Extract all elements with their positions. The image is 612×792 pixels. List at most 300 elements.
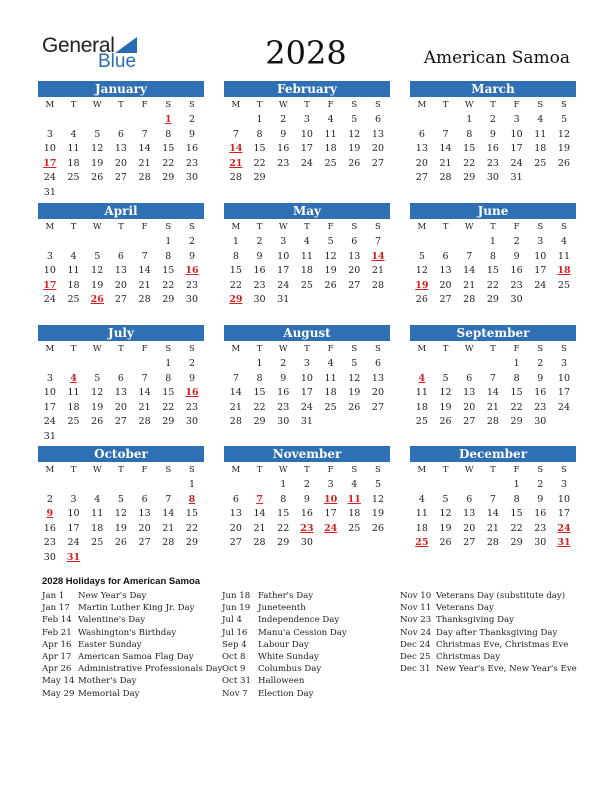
day-cell: 4 [327,114,334,125]
day-cell: 10 [557,372,571,384]
weekday-label: M [45,100,55,110]
day-cell: 25 [67,294,80,306]
day-cell: 25 [557,279,571,291]
day-cell: 2 [46,493,53,505]
weekday-label: W [92,465,102,475]
weekday-label: S [375,222,381,232]
day-cell: 21 [138,401,151,413]
day-cell: 3 [513,114,520,125]
day-cell: 22 [162,401,175,413]
day-cell: 16 [185,143,199,155]
day-cell: 8 [165,128,172,140]
holiday-name: Day after Thanksgiving Day [436,627,558,638]
day-cell: 20 [114,157,127,169]
day-cell: 4 [303,236,310,247]
holiday-name: Memorial Day [78,688,140,699]
weekday-label: F [327,465,334,475]
holiday-row [42,675,222,687]
day-cell: 10 [300,128,313,140]
empty-cell [133,113,157,128]
holiday-day-cell: 19 [415,279,429,291]
month-grid [410,219,576,308]
day-cell: 4 [560,236,567,247]
empty-cell [109,235,133,250]
empty-cell [457,478,481,493]
day-cell: 30 [185,294,199,306]
holiday-day-cell: 26 [90,294,104,306]
weekday-label: T [256,465,263,475]
weekday-label: T [442,465,449,475]
holiday-day-cell: 25 [415,537,429,549]
day-cell: 12 [324,250,337,262]
weekday-label: S [165,100,172,110]
day-cell: 20 [229,522,242,534]
holiday-date: Nov 10 [400,591,432,601]
weekday-label: M [231,465,241,475]
weekday-label: S [189,465,195,475]
month-header: November [224,446,390,462]
holiday-row [222,675,347,687]
day-cell: 8 [513,372,520,384]
day-cell: 11 [324,128,337,140]
day-cell: 27 [415,172,428,184]
day-cell: 7 [141,250,148,262]
day-cell: 1 [256,114,263,125]
empty-cell [224,113,248,128]
day-cell: 21 [138,157,151,169]
holiday-date: Nov 11 [400,603,432,614]
empty-cell [410,235,434,250]
day-cell: 7 [141,128,148,140]
empty-cell [156,478,180,493]
day-cell: 13 [439,265,452,277]
empty-cell [38,113,62,128]
day-cell: 3 [537,236,544,247]
holiday-day-cell: 23 [300,522,314,534]
day-cell: 22 [463,157,476,169]
day-cell: 21 [463,279,476,291]
day-cell: 1 [165,358,172,369]
holiday-name: Administrative Professionals Day [78,664,223,675]
weekday-label: W [278,222,288,232]
day-cell: 24 [300,401,313,413]
weekday-label: S [165,344,172,354]
holiday-date: Apr 17 [42,651,72,662]
day-cell: 5 [94,250,101,262]
day-cell: 30 [185,172,199,184]
weekday-label: T [490,344,496,354]
day-cell: 29 [253,172,266,184]
month-header: April [38,203,204,219]
day-cell: 21 [486,401,499,413]
holiday-name: Labour Day [258,639,309,650]
day-cell: 8 [513,493,520,505]
day-cell: 26 [348,401,361,413]
empty-cell [434,357,458,372]
day-cell: 2 [537,358,544,369]
weekday-label: S [165,465,172,475]
weekday-label: M [417,222,427,232]
day-cell: 20 [114,279,127,291]
month-february [224,81,390,186]
holiday-row [400,663,577,675]
day-cell: 6 [117,250,124,262]
month-june [410,203,576,308]
empty-cell [410,357,434,372]
day-cell: 18 [348,508,361,520]
day-cell: 20 [463,401,476,413]
day-cell: 21 [486,522,499,534]
empty-cell [38,357,62,372]
weekday-label: S [351,344,358,354]
day-cell: 13 [114,265,127,277]
holiday-name: New Year's Eve, New Year's Eve [436,664,577,675]
weekday-label: S [351,100,358,110]
weekday-label: T [442,222,449,232]
weekday-label: M [45,344,55,354]
month-header: January [38,81,204,97]
logo-triangle-icon [115,37,137,53]
day-cell: 26 [439,416,452,428]
day-cell: 14 [138,265,151,277]
empty-cell [38,478,62,493]
day-cell: 24 [510,157,523,169]
day-cell: 18 [67,157,80,169]
weekday-label: S [165,222,172,232]
day-cell: 21 [371,265,385,277]
day-cell: 18 [300,265,313,277]
holiday-name: Thanksgiving Day [436,615,515,626]
empty-cell [434,235,458,250]
month-header: August [224,325,390,341]
month-grid [410,341,576,430]
day-cell: 24 [43,172,56,184]
day-cell: 10 [557,493,571,505]
holiday-name: Washington's Birthday [78,627,177,638]
day-cell: 15 [229,265,242,277]
day-cell: 7 [165,493,172,505]
day-cell: 17 [557,508,571,520]
weekday-label: W [92,100,102,110]
day-cell: 5 [560,114,567,125]
weekday-label: M [231,344,241,354]
day-cell: 26 [348,157,361,169]
weekday-label: M [231,100,241,110]
day-cell: 15 [486,265,499,277]
day-cell: 27 [463,416,476,428]
day-cell: 11 [91,508,104,520]
weekday-label: M [45,465,55,475]
day-cell: 31 [277,294,290,306]
day-cell: 5 [442,493,449,505]
day-cell: 15 [185,508,199,520]
holiday-name: Father's Day [258,591,314,601]
empty-cell [109,113,133,128]
day-cell: 18 [67,279,80,291]
holiday-row [42,614,222,626]
day-cell: 10 [510,128,523,140]
holiday-date: May 29 [42,688,75,699]
holiday-column [222,590,347,700]
day-cell: 28 [162,537,175,549]
weekday-label: F [141,344,148,354]
month-october [38,446,204,566]
day-cell: 29 [277,537,290,549]
month-header: September [410,325,576,341]
day-cell: 26 [557,157,571,169]
empty-cell [224,357,248,372]
day-cell: 22 [510,522,523,534]
day-cell: 14 [138,387,151,399]
day-cell: 10 [277,250,290,262]
day-cell: 13 [114,387,127,399]
weekday-label: T [118,344,124,354]
holiday-name: Mother's Day [78,676,137,687]
day-cell: 15 [463,143,476,155]
weekday-label: W [278,344,288,354]
day-cell: 19 [114,522,127,534]
day-cell: 29 [162,172,175,184]
day-cell: 20 [371,143,385,155]
day-cell: 16 [277,387,290,399]
day-cell: 30 [277,416,290,428]
day-cell: 10 [43,265,56,277]
day-cell: 29 [185,537,199,549]
day-cell: 18 [415,522,428,534]
weekday-label: F [327,100,334,110]
empty-cell [457,235,481,250]
holiday-day-cell: 7 [256,493,263,505]
day-cell: 27 [229,537,242,549]
weekday-label: W [278,100,288,110]
holiday-row [42,627,222,639]
day-cell: 3 [560,358,567,369]
day-cell: 5 [327,236,334,247]
day-cell: 12 [371,493,385,505]
day-cell: 1 [466,114,473,125]
holiday-row [222,614,347,626]
day-cell: 11 [415,508,428,520]
day-cell: 1 [280,479,287,490]
day-cell: 23 [534,522,547,534]
weekday-label: W [92,222,102,232]
day-cell: 18 [91,522,104,534]
day-cell: 3 [70,493,77,505]
day-cell: 25 [67,416,80,428]
day-cell: 16 [534,387,547,399]
day-cell: 13 [114,143,127,155]
month-grid [38,462,204,566]
day-cell: 23 [510,279,523,291]
day-cell: 9 [188,372,195,384]
holiday-name: Martin Luther King Jr. Day [78,603,195,614]
day-cell: 8 [466,128,473,140]
day-cell: 14 [486,508,499,520]
empty-cell [133,357,157,372]
day-cell: 2 [280,358,287,369]
day-cell: 4 [351,479,358,490]
day-cell: 14 [486,387,499,399]
day-cell: 25 [324,157,337,169]
weekday-label: T [490,465,496,475]
holiday-name: Election Day [258,688,314,699]
holiday-date: Oct 31 [222,676,251,687]
day-cell: 29 [463,172,476,184]
day-cell: 23 [185,279,199,291]
day-cell: 19 [91,279,104,291]
weekday-label: T [256,344,263,354]
day-cell: 30 [185,416,199,428]
day-cell: 17 [67,522,80,534]
month-header: July [38,325,204,341]
day-cell: 2 [513,236,520,247]
weekday-label: W [92,344,102,354]
day-cell: 1 [256,358,263,369]
holiday-name: Christmas Day [436,651,501,662]
empty-cell [109,478,133,493]
day-cell: 24 [67,537,80,549]
empty-cell [62,235,86,250]
day-cell: 31 [510,172,523,184]
weekday-label: T [256,222,263,232]
day-cell: 24 [277,279,290,291]
empty-cell [481,357,505,372]
empty-cell [62,478,86,493]
weekday-label: T [442,100,449,110]
day-cell: 24 [43,416,56,428]
day-cell: 21 [229,401,242,413]
holiday-day-cell: 9 [46,508,54,520]
weekday-label: T [490,100,496,110]
month-grid [410,97,576,186]
day-cell: 9 [280,372,287,384]
weekday-label: S [189,100,195,110]
empty-cell [248,478,272,493]
day-cell: 3 [46,372,53,384]
day-cell: 30 [534,537,547,549]
day-cell: 13 [463,508,476,520]
day-cell: 30 [486,172,499,184]
weekday-label: S [561,100,567,110]
holiday-column [400,590,577,675]
day-cell: 12 [439,508,452,520]
weekday-label: F [141,465,148,475]
holiday-day-cell: 21 [229,157,243,169]
day-cell: 2 [188,236,195,247]
day-cell: 1 [513,358,520,369]
day-cell: 26 [371,522,385,534]
holiday-row [222,602,347,614]
day-cell: 28 [138,172,151,184]
day-cell: 28 [463,294,476,306]
day-cell: 5 [94,128,101,140]
holiday-day-cell: 11 [347,493,361,505]
weekday-label: F [513,100,520,110]
weekday-label: F [327,222,334,232]
day-cell: 9 [188,128,195,140]
weekday-label: S [189,344,195,354]
holiday-row [400,651,577,663]
day-cell: 5 [94,372,101,384]
month-grid [38,97,204,201]
day-cell: 27 [114,416,127,428]
holiday-date: Nov 23 [400,615,432,626]
day-cell: 9 [280,128,287,140]
day-cell: 11 [534,128,547,140]
day-cell: 1 [165,236,172,247]
day-cell: 9 [303,493,310,505]
day-cell: 7 [141,372,148,384]
day-cell: 12 [91,265,104,277]
day-cell: 21 [439,157,452,169]
day-cell: 7 [232,372,239,384]
empty-cell [85,478,109,493]
holiday-date: Nov 7 [222,688,248,699]
weekday-label: F [513,465,520,475]
day-cell: 20 [415,157,428,169]
weekday-label: W [464,222,474,232]
holiday-name: Veterans Day [436,603,494,614]
day-cell: 23 [277,401,290,413]
holiday-date: Dec 25 [400,651,431,662]
holiday-name: New Year's Day [78,591,147,601]
day-cell: 2 [188,358,195,369]
day-cell: 29 [510,537,523,549]
day-cell: 4 [537,114,544,125]
day-cell: 27 [138,537,151,549]
day-cell: 15 [253,143,266,155]
day-cell: 29 [162,294,175,306]
day-cell: 8 [489,250,496,262]
day-cell: 6 [374,114,381,125]
month-april [38,203,204,308]
month-header: December [410,446,576,462]
holiday-date: Apr 26 [42,664,72,675]
day-cell: 12 [114,508,127,520]
weekday-label: F [141,100,148,110]
holiday-date: May 14 [42,676,75,687]
day-cell: 10 [43,143,56,155]
day-cell: 30 [300,537,313,549]
holiday-day-cell: 4 [70,372,77,384]
holiday-column [42,590,222,700]
weekday-label: F [327,344,334,354]
day-cell: 15 [162,387,175,399]
day-cell: 8 [256,128,263,140]
day-cell: 6 [117,372,124,384]
country-title: American Samoa [423,48,570,68]
holiday-name: Veterans Day (substitute day) [436,591,566,601]
weekday-label: T [256,100,263,110]
weekday-label: M [417,465,427,475]
day-cell: 3 [46,128,53,140]
holiday-date: Sep 4 [222,639,247,650]
day-cell: 25 [300,279,313,291]
holiday-date: Jun 19 [222,603,251,614]
month-header: October [38,446,204,462]
empty-cell [85,235,109,250]
day-cell: 21 [162,522,175,534]
day-cell: 17 [300,387,313,399]
day-cell: 20 [371,387,385,399]
day-cell: 13 [229,508,242,520]
day-cell: 16 [534,508,547,520]
day-cell: 11 [67,143,80,155]
holiday-row [42,590,222,602]
day-cell: 14 [162,508,175,520]
day-cell: 24 [300,157,313,169]
empty-cell [109,357,133,372]
